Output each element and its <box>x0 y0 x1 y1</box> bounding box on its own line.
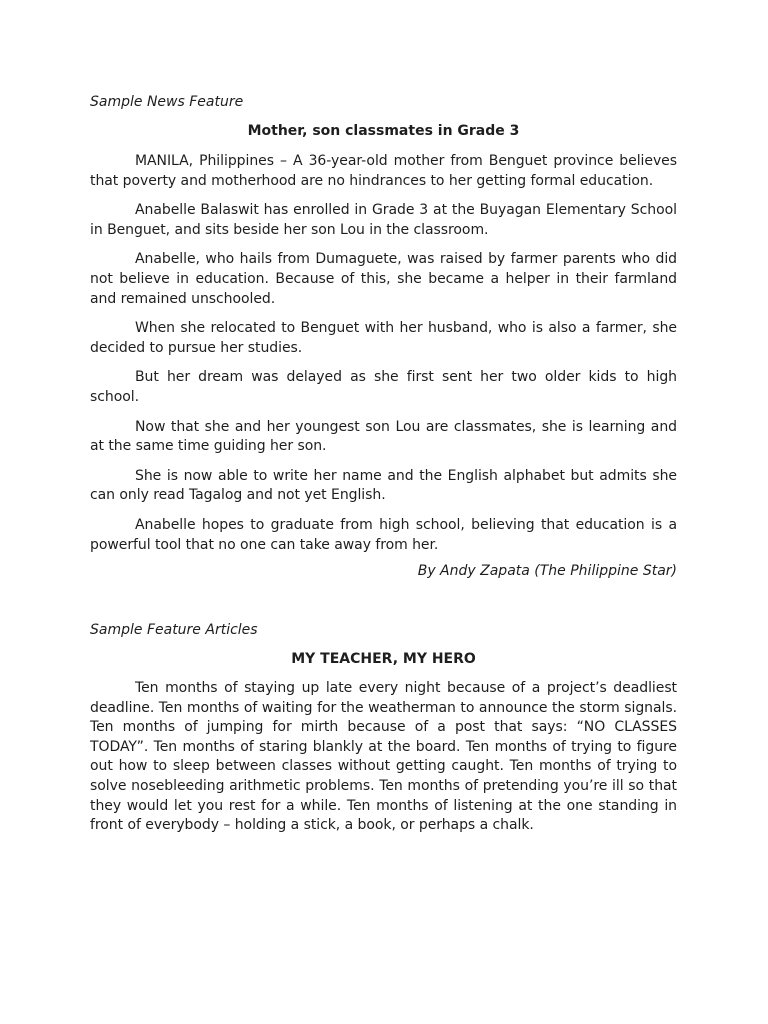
news-paragraph: Now that she and her youngest son Lou are classmates, she is learning and at the same time guiding her son. <box>90 418 677 455</box>
section-label-news: Sample News Feature <box>90 94 244 110</box>
news-paragraph: But her dream was delayed as she first sent her two older kids to high school. <box>90 369 677 405</box>
section-label-feature: Sample Feature Articles <box>90 622 258 639</box>
feature-headline: MY TEACHER, MY HERO <box>291 651 476 668</box>
news-byline: By Andy Zapata (The Philippine Star) <box>417 563 677 580</box>
news-headline: Mother, son classmates in Grade 3 <box>247 123 520 139</box>
news-paragraph: Anabelle, who hails from Dumaguete, was raised by farmer parents who did not believe in education. Because of this, she became a helper in their farmland and remained unschooled. <box>90 251 677 307</box>
news-paragraph: She is now able to write her name and the English alphabet but admits she can only read Tagalog and not yet English. <box>90 467 677 504</box>
news-paragraph: When she relocated to Benguet with her husband, who is also a farmer, she decided to pursue her studies. <box>90 320 677 356</box>
news-paragraph: MANILA, Philippines – A 36-year-old mother from Benguet province believes that poverty and motherhood are no hindrances to her getting formal education. <box>90 153 677 189</box>
news-paragraph: Anabelle hopes to graduate from high school, believing that education is a powerful tool that no one can take away from her. <box>90 516 677 553</box>
news-paragraph: Anabelle Balaswit has enrolled in Grade 3 at the Buyagan Elementary School in Benguet, and sits beside her son Lou in the classroom. <box>90 202 677 238</box>
feature-paragraph: Ten months of staying up late every night because of a project’s deadliest deadline. Ten months of waiting for the weatherman to announce the storm signals. Ten months of jumping for mirth because of a post that says: “NO CLASSES TODAY”. Ten months of staring blankly at the board. Ten months of trying to figure out how to sleep between classes without getting caught. Ten months of trying to solve nosebleeding arithmetic problems. Ten months of pretending you’re ill so that they would let you rest for a while. Ten months of listening at the one standing in front of everybody – holding a stick, a book, or perhaps a chalk. <box>90 680 677 834</box>
document-page <box>90 93 677 836</box>
news-body <box>90 152 677 555</box>
